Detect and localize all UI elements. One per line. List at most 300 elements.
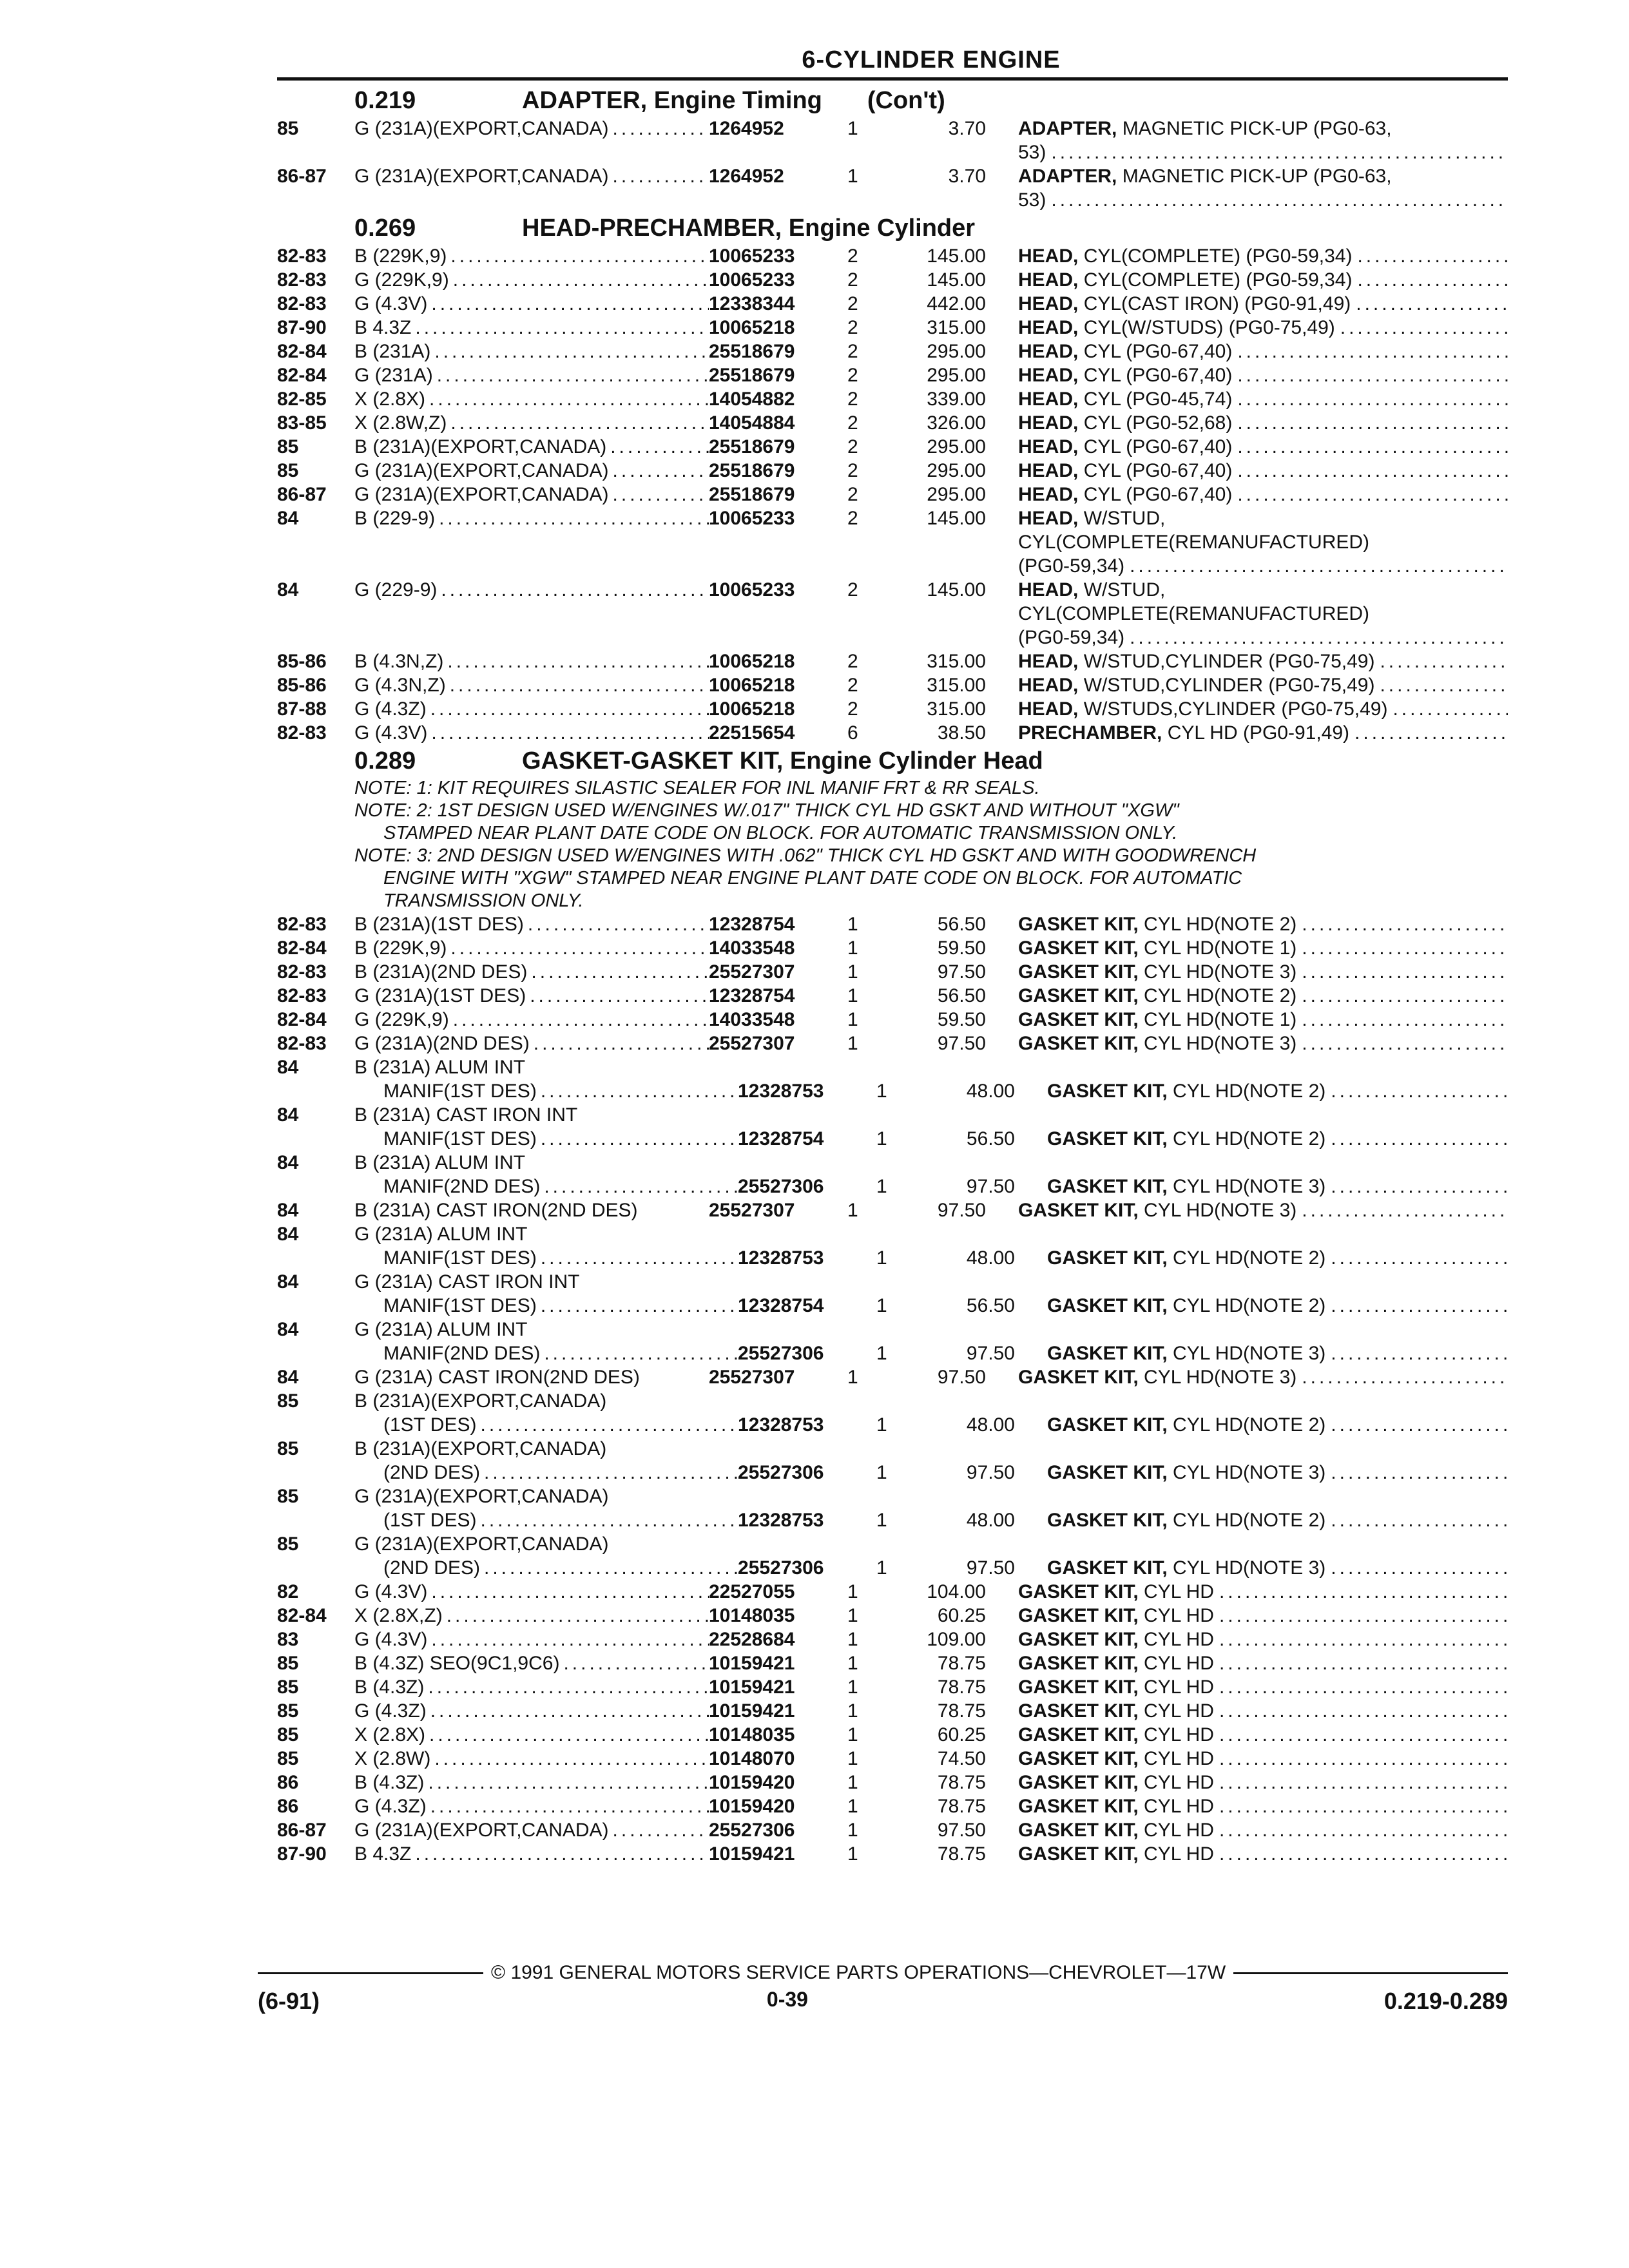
part-name-bold: HEAD, <box>1018 412 1079 434</box>
application-desc-top <box>354 1532 709 1556</box>
price: 60.25 <box>937 1724 986 1745</box>
part-name-rest: W/STUD, <box>1083 579 1166 601</box>
part-name-text <box>1018 721 1354 745</box>
part-name <box>1018 292 1508 316</box>
part-name-text <box>1018 936 1302 960</box>
part-name-text <box>1047 1461 1331 1485</box>
year-range: 82-83 <box>277 985 327 1006</box>
dot-leader <box>1302 984 1508 1008</box>
dot-leader <box>480 1508 738 1532</box>
part-name-text <box>1047 1556 1331 1580</box>
part-name-bold: GASKET KIT, <box>1018 1605 1139 1626</box>
quantity: 1 <box>876 1414 887 1436</box>
part-name-rest: CYL HD(NOTE 3) <box>1173 1343 1326 1364</box>
quantity: 1 <box>847 985 858 1006</box>
dot-leader <box>1237 387 1508 411</box>
price: 78.75 <box>937 1653 986 1674</box>
part-number: 12328754 <box>709 985 795 1006</box>
part-name-spacer <box>1139 985 1144 1006</box>
part-name-cont <box>1018 530 1508 554</box>
revision-date: (6-91) <box>258 1988 320 2014</box>
part-name <box>1018 1699 1508 1723</box>
application-desc <box>354 1675 709 1699</box>
application-text: X (2.8X,Z) <box>354 1605 443 1626</box>
year-range: 85 <box>277 1390 299 1412</box>
part-number: 12328754 <box>738 1128 824 1149</box>
part-name-rest: CYL HD <box>1144 1796 1214 1817</box>
year-range: 84 <box>277 1271 299 1293</box>
part-name-spacer <box>1168 1176 1173 1197</box>
price: 78.75 <box>937 1772 986 1793</box>
part-name-spacer <box>1078 341 1083 362</box>
section-note: NOTE: 3: 2ND DESIGN USED W/ENGINES WITH .062" THICK CYL HD GSKT AND WITH GOODWRENCH <box>354 845 1257 866</box>
year-range: 85 <box>277 1438 299 1459</box>
part-name <box>1018 506 1508 530</box>
part-name-spacer <box>1139 961 1144 983</box>
quantity: 1 <box>847 1820 858 1841</box>
application-text: B 4.3Z <box>354 1843 412 1865</box>
application-text: G (4.3Z) <box>354 1796 427 1817</box>
table-row <box>277 1127 1508 1151</box>
dot-leader <box>1237 435 1508 459</box>
table-row <box>277 1580 1508 1604</box>
part-name <box>1047 1341 1508 1365</box>
part-name-bold: GASKET KIT, <box>1047 1176 1168 1197</box>
part-name-text <box>1047 1341 1331 1365</box>
part-number: 10148035 <box>709 1724 795 1745</box>
part-name-text <box>1018 244 1357 268</box>
dot-leader <box>1237 411 1508 435</box>
part-name-rest: CYL HD <box>1144 1605 1214 1626</box>
part-name-bold: GASKET KIT, <box>1047 1414 1168 1436</box>
part-name-text <box>1018 506 1170 530</box>
quantity: 1 <box>876 1462 887 1483</box>
part-name-text <box>1018 459 1237 483</box>
year-range: 82-83 <box>277 914 327 935</box>
part-name-spacer <box>1139 1581 1144 1602</box>
quantity: 1 <box>847 118 858 139</box>
dot-leader <box>1331 1246 1508 1270</box>
application-text: G (231A)(EXPORT,CANADA) <box>354 1533 609 1555</box>
dot-leader <box>1331 1461 1508 1485</box>
section-header <box>277 212 1508 244</box>
part-name-spacer <box>1078 245 1083 267</box>
table-row-desc-top <box>277 1532 1508 1556</box>
application-desc <box>354 435 709 459</box>
part-name-rest: CYL (PG0-67,40) <box>1083 484 1233 505</box>
table-row <box>277 697 1508 721</box>
table-row <box>277 340 1508 363</box>
application-desc <box>354 268 709 292</box>
application-desc <box>354 1628 709 1651</box>
part-number: 10159421 <box>709 1843 795 1865</box>
price: 97.50 <box>966 1557 1015 1579</box>
price: 97.50 <box>937 1033 986 1054</box>
part-name-text <box>1018 1747 1219 1771</box>
quantity: 1 <box>847 1796 858 1817</box>
part-name <box>1018 387 1508 411</box>
part-name-text <box>1018 984 1302 1008</box>
application-text: G (231A)(EXPORT,CANADA) <box>354 1486 609 1507</box>
part-name <box>1018 363 1508 387</box>
part-name-text <box>1018 1365 1302 1389</box>
part-name-rest: CYL HD(NOTE 3) <box>1173 1462 1326 1483</box>
part-name <box>1018 1198 1508 1222</box>
page-number: 0-39 <box>766 1988 808 2011</box>
part-name <box>1018 1842 1508 1866</box>
table-row-desc-top <box>277 1055 1508 1079</box>
dot-leader <box>1331 1341 1508 1365</box>
part-name-rest: W/STUD, <box>1083 508 1166 529</box>
price: 145.00 <box>927 269 986 291</box>
table-row <box>277 1651 1508 1675</box>
price: 48.00 <box>966 1081 1015 1102</box>
part-number: 12328753 <box>738 1081 824 1102</box>
dot-leader <box>1051 140 1508 164</box>
price: 78.75 <box>937 1843 986 1865</box>
dot-leader <box>429 387 709 411</box>
part-name-spacer <box>1078 436 1083 457</box>
year-range: 87-90 <box>277 317 327 338</box>
table-row <box>277 387 1508 411</box>
dot-leader <box>1219 1771 1508 1794</box>
part-name-spacer <box>1078 412 1083 434</box>
part-name <box>1018 459 1508 483</box>
part-number: 12338344 <box>709 293 795 314</box>
year-range: 82-83 <box>277 1033 327 1054</box>
table-row-desc-top <box>277 1103 1508 1127</box>
application-desc <box>354 1794 709 1818</box>
part-name-cont-text: 53) <box>1018 189 1046 211</box>
table-row-desc-top <box>277 1437 1508 1461</box>
part-name-text <box>1047 1127 1331 1151</box>
part-name <box>1018 1675 1508 1699</box>
application-text: G (231A) ALUM INT <box>354 1224 528 1245</box>
dot-leader <box>1302 1008 1508 1032</box>
year-range: 84 <box>277 1319 299 1340</box>
part-name-rest: CYL HD <box>1144 1677 1214 1698</box>
year-range: 82-83 <box>277 269 327 291</box>
dot-leader <box>1331 1413 1508 1437</box>
indent-spacer <box>277 554 1018 578</box>
price: 315.00 <box>927 675 986 696</box>
application-desc <box>354 578 709 602</box>
quantity: 1 <box>876 1510 887 1531</box>
part-name-spacer <box>1078 508 1083 529</box>
part-name-bold: GASKET KIT, <box>1018 1653 1139 1674</box>
quantity: 2 <box>847 269 858 291</box>
part-name <box>1018 316 1508 340</box>
quantity: 2 <box>847 651 858 672</box>
part-name-rest: CYL HD (PG0-91,49) <box>1167 722 1350 744</box>
part-name-rest: CYL HD <box>1144 1748 1214 1769</box>
part-name <box>1018 1365 1508 1389</box>
table-row <box>277 1341 1508 1365</box>
dot-leader <box>528 912 709 936</box>
part-name-bold: GASKET KIT, <box>1018 1796 1139 1817</box>
quantity: 2 <box>847 389 858 410</box>
footer <box>258 1962 1508 2015</box>
price: 97.50 <box>966 1343 1015 1364</box>
part-number: 10159421 <box>709 1700 795 1722</box>
application-text: B (229K,9) <box>354 937 447 959</box>
part-name-spacer <box>1139 1772 1144 1793</box>
part-number: 25527306 <box>738 1176 824 1197</box>
part-number: 10159420 <box>709 1796 795 1817</box>
part-name <box>1018 1580 1508 1604</box>
dot-leader <box>1237 363 1508 387</box>
year-range: 83-85 <box>277 412 327 434</box>
price: 48.00 <box>966 1247 1015 1269</box>
quantity: 1 <box>847 1843 858 1865</box>
part-name-spacer <box>1078 698 1083 720</box>
part-name <box>1018 649 1508 673</box>
part-number: 25518679 <box>709 341 795 362</box>
application-desc <box>354 411 709 435</box>
price: 109.00 <box>927 1629 986 1650</box>
application-desc <box>354 960 709 984</box>
part-name-text <box>1047 1508 1331 1532</box>
part-name-text <box>1018 1032 1302 1055</box>
application-desc <box>354 1127 738 1151</box>
dot-leader <box>1219 1699 1508 1723</box>
part-name-spacer <box>1078 293 1083 314</box>
part-number: 12328753 <box>738 1247 824 1269</box>
part-name <box>1018 1723 1508 1747</box>
price: 48.00 <box>966 1414 1015 1436</box>
part-name-text <box>1018 164 1397 188</box>
price: 38.50 <box>937 722 986 744</box>
section-header <box>277 745 1508 777</box>
price: 48.00 <box>966 1510 1015 1531</box>
part-name-rest: CYL (PG0-67,40) <box>1083 365 1233 386</box>
section-title: ADAPTER, Engine Timing <box>522 87 822 114</box>
dot-leader <box>1219 1842 1508 1866</box>
part-name-continuation <box>277 602 1508 626</box>
price: 78.75 <box>937 1677 986 1698</box>
part-name-text <box>1018 483 1237 506</box>
price: 339.00 <box>927 389 986 410</box>
part-name-rest: CYL HD(NOTE 3) <box>1173 1557 1326 1579</box>
quantity: 1 <box>876 1295 887 1316</box>
table-row <box>277 459 1508 483</box>
application-text: MANIF(1ST DES) <box>383 1081 537 1102</box>
quantity: 2 <box>847 293 858 314</box>
application-desc <box>354 117 709 140</box>
section-header <box>277 84 1508 117</box>
dot-leader <box>613 483 709 506</box>
application-text: MANIF(2ND DES) <box>383 1343 541 1364</box>
year-range: 87-90 <box>277 1843 327 1865</box>
part-name <box>1047 1175 1508 1198</box>
part-name-cont-text: 53) <box>1018 142 1046 163</box>
quantity: 2 <box>847 412 858 434</box>
part-name-bold: GASKET KIT, <box>1047 1343 1168 1364</box>
part-name-spacer <box>1139 1629 1144 1650</box>
table-row <box>277 268 1508 292</box>
dot-leader <box>1354 721 1508 745</box>
catalog-page <box>277 45 1508 1866</box>
part-name <box>1018 1628 1508 1651</box>
part-name-spacer <box>1139 1796 1144 1817</box>
application-desc <box>354 1508 738 1532</box>
application-text: G (231A)(EXPORT,CANADA) <box>354 166 609 187</box>
part-name <box>1018 483 1508 506</box>
part-name-bold: HEAD, <box>1018 651 1079 672</box>
indent-spacer <box>277 530 1018 554</box>
table-row <box>277 1508 1508 1532</box>
price: 59.50 <box>937 1009 986 1030</box>
year-range: 82-85 <box>277 389 327 410</box>
application-desc <box>354 649 709 673</box>
part-name-text <box>1018 435 1237 459</box>
year-range: 86-87 <box>277 484 327 505</box>
part-name-spacer <box>1139 1009 1144 1030</box>
part-name-continuation <box>277 626 1508 649</box>
part-name-rest: CYL (PG0-45,74) <box>1083 389 1233 410</box>
table-row-desc-top <box>277 1485 1508 1508</box>
indent-spacer <box>277 188 1018 212</box>
part-number: 25527307 <box>709 1033 795 1054</box>
part-name-continuation <box>277 188 1508 212</box>
section-title: GASKET-GASKET KIT, Engine Cylinder Head <box>522 747 1043 774</box>
quantity: 1 <box>847 1581 858 1602</box>
application-text: G (231A)(EXPORT,CANADA) <box>354 460 609 481</box>
application-text: G (231A) ALUM INT <box>354 1319 528 1340</box>
section-continued: (Con't) <box>867 87 945 114</box>
quantity: 1 <box>847 1629 858 1650</box>
dot-leader <box>534 1032 709 1055</box>
dot-leader <box>453 1008 709 1032</box>
part-number: 25527306 <box>738 1462 824 1483</box>
part-number: 14054882 <box>709 389 795 410</box>
table-row <box>277 1794 1508 1818</box>
year-range: 84 <box>277 1152 299 1173</box>
quantity: 1 <box>876 1247 887 1269</box>
application-text: B (4.3Z) <box>354 1677 425 1698</box>
application-desc <box>354 1079 738 1103</box>
year-range: 84 <box>277 1367 299 1388</box>
part-name-text <box>1047 1079 1331 1103</box>
application-desc <box>354 363 709 387</box>
part-number: 10065233 <box>709 269 795 291</box>
part-name <box>1018 960 1508 984</box>
year-range: 85 <box>277 1486 299 1507</box>
table-row <box>277 673 1508 697</box>
dot-leader <box>434 1747 709 1771</box>
quantity: 1 <box>847 961 858 983</box>
quantity: 2 <box>847 460 858 481</box>
application-desc <box>354 1580 709 1604</box>
year-range: 86 <box>277 1772 299 1793</box>
table-row <box>277 1079 1508 1103</box>
dot-leader <box>1302 936 1508 960</box>
part-number: 14054884 <box>709 412 795 434</box>
dot-leader <box>437 363 709 387</box>
application-text: B 4.3Z <box>354 317 412 338</box>
application-text: G (229-9) <box>354 579 438 601</box>
part-name-rest: CYL(COMPLETE) (PG0-59,34) <box>1083 269 1353 291</box>
dot-leader <box>439 506 709 530</box>
quantity: 1 <box>847 1200 858 1221</box>
application-desc <box>354 459 709 483</box>
part-name-text <box>1018 411 1237 435</box>
price: 97.50 <box>966 1176 1015 1197</box>
part-number: 10159421 <box>709 1677 795 1698</box>
part-number: 10065218 <box>709 675 795 696</box>
quantity: 1 <box>847 1009 858 1030</box>
table-row <box>277 1294 1508 1318</box>
dot-leader <box>415 1842 709 1866</box>
part-name <box>1047 1246 1508 1270</box>
application-text: B (4.3N,Z) <box>354 651 444 672</box>
part-name-rest: CYL HD(NOTE 1) <box>1144 1009 1297 1030</box>
table-row-desc-top <box>277 1318 1508 1341</box>
part-name-spacer <box>1139 1820 1144 1841</box>
application-desc <box>354 292 709 316</box>
footer-rule-left <box>258 1972 483 1974</box>
part-name-rest: CYL(CAST IRON) (PG0-91,49) <box>1083 293 1351 314</box>
part-name-rest: CYL HD(NOTE 2) <box>1173 1295 1326 1316</box>
dot-leader <box>1331 1127 1508 1151</box>
part-name <box>1018 1747 1508 1771</box>
dot-leader <box>431 1580 709 1604</box>
price: 97.50 <box>937 1820 986 1841</box>
part-name-bold: GASKET KIT, <box>1047 1557 1168 1579</box>
section-note: NOTE: 1: KIT REQUIRES SILASTIC SEALER FOR INL MANIF FRT & RR SEALS. <box>354 778 1040 798</box>
year-range: 82-84 <box>277 365 327 386</box>
section-code: 0.269 <box>354 215 416 242</box>
part-number: 1264952 <box>709 166 784 187</box>
part-number: 10159420 <box>709 1772 795 1793</box>
dot-leader <box>541 1294 738 1318</box>
part-number: 10065218 <box>709 651 795 672</box>
part-name-bold: GASKET KIT, <box>1047 1462 1168 1483</box>
part-name-text <box>1018 316 1340 340</box>
table-row <box>277 244 1508 268</box>
part-name-rest: CYL (PG0-52,68) <box>1083 412 1233 434</box>
part-name-spacer <box>1139 1843 1144 1865</box>
application-text: B (231A)(EXPORT,CANADA) <box>354 1438 607 1459</box>
part-name-rest: CYL (PG0-67,40) <box>1083 460 1233 481</box>
part-number: 25518679 <box>709 365 795 386</box>
part-name-spacer <box>1168 1128 1173 1149</box>
price: 60.25 <box>937 1605 986 1626</box>
price: 145.00 <box>927 245 986 267</box>
price: 295.00 <box>927 365 986 386</box>
application-text: X (2.8X) <box>354 389 426 410</box>
part-number: 10065218 <box>709 317 795 338</box>
quantity: 1 <box>847 1772 858 1793</box>
dot-leader <box>1380 649 1508 673</box>
part-name <box>1018 117 1508 140</box>
table-row-desc-top <box>277 1389 1508 1413</box>
application-text: G (4.3V) <box>354 1581 428 1602</box>
application-desc-top <box>354 1389 709 1413</box>
application-desc <box>354 506 709 530</box>
part-number: 12328753 <box>738 1414 824 1436</box>
dot-leader <box>1302 960 1508 984</box>
part-name-bold: GASKET KIT, <box>1047 1128 1168 1149</box>
price: 104.00 <box>927 1581 986 1602</box>
price: 78.75 <box>937 1796 986 1817</box>
dot-leader <box>447 1604 709 1628</box>
dot-leader <box>544 1341 738 1365</box>
application-desc-top <box>354 1318 709 1341</box>
part-name-continuation <box>277 554 1508 578</box>
part-name-bold: GASKET KIT, <box>1018 1748 1139 1769</box>
year-range: 82-83 <box>277 245 327 267</box>
